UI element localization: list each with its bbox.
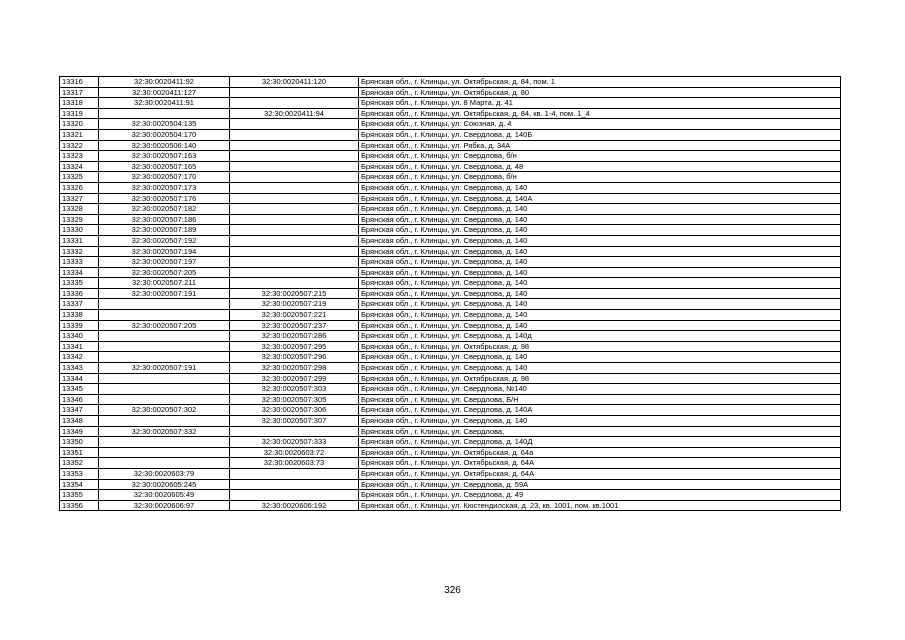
table-row <box>60 214 841 225</box>
table-row <box>60 119 841 130</box>
table-row <box>60 278 841 289</box>
table-row <box>60 352 841 363</box>
table-row <box>60 416 841 427</box>
cadastral-number-cell: 32:30:0020507:170 <box>99 172 230 183</box>
row-number-cell: 13336 <box>60 288 99 299</box>
cadastral-number-cell <box>99 458 230 469</box>
address-cell: Брянская обл., г. Клинцы, ул. Свердлова, д. 140 <box>359 214 841 225</box>
table-row <box>60 458 841 469</box>
related-cadastral-number-cell <box>230 257 359 268</box>
cadastral-number-cell: 32:30:0020507:189 <box>99 225 230 236</box>
address-cell: Брянская обл., г. Клинцы, ул. Свердлова, д. 140Б <box>359 129 841 140</box>
address-cell: Брянская обл., г. Клинцы, ул. Свердлова, д. 140 <box>359 416 841 427</box>
address-cell: Брянская обл., г. Клинцы, ул. Свердлова, д. 48 <box>359 161 841 172</box>
related-cadastral-number-cell: 32:30:0020603:73 <box>230 458 359 469</box>
related-cadastral-number-cell <box>230 426 359 437</box>
address-cell: Брянская обл., г. Клинцы, ул. Октябрьская, д. 84, пом. 1 <box>359 77 841 88</box>
cadastral-number-cell <box>99 108 230 119</box>
table-row <box>60 129 841 140</box>
row-number-cell: 13319 <box>60 108 99 119</box>
cadastral-number-cell: 32:30:0020504:135 <box>99 119 230 130</box>
address-cell: Брянская обл., г. Клинцы, ул. Свердлова, д. 140 <box>359 257 841 268</box>
row-number-cell: 13341 <box>60 341 99 352</box>
table-row <box>60 204 841 215</box>
row-number-cell: 13339 <box>60 320 99 331</box>
cadastral-number-cell: 32:30:0020606:97 <box>99 500 230 511</box>
cadastral-number-cell: 32:30:0020507:191 <box>99 288 230 299</box>
address-cell: Брянская обл., г. Клинцы, ул. Свердлова, д. 140 <box>359 225 841 236</box>
related-cadastral-number-cell: 32:30:0020507:296 <box>230 352 359 363</box>
row-number-cell: 13345 <box>60 384 99 395</box>
table-row <box>60 468 841 479</box>
row-number-cell: 13340 <box>60 331 99 342</box>
cadastral-number-cell: 32:30:0020603:79 <box>99 468 230 479</box>
table-row <box>60 426 841 437</box>
cadastral-number-cell: 32:30:0020507:302 <box>99 405 230 416</box>
row-number-cell: 13350 <box>60 437 99 448</box>
table-row <box>60 437 841 448</box>
related-cadastral-number-cell: 32:30:0020507:221 <box>230 310 359 321</box>
cadastral-number-cell: 32:30:0020506:140 <box>99 140 230 151</box>
cadastral-number-cell: 32:30:0020507:197 <box>99 257 230 268</box>
page-number: 326 <box>444 585 461 596</box>
related-cadastral-number-cell: 32:30:0020411:94 <box>230 108 359 119</box>
related-cadastral-number-cell <box>230 225 359 236</box>
cadastral-number-cell: 32:30:0020504:170 <box>99 129 230 140</box>
row-number-cell: 13332 <box>60 246 99 257</box>
table-row <box>60 87 841 98</box>
address-cell: Брянская обл., г. Клинцы, ул. Свердлова, д. 140 <box>359 352 841 363</box>
address-cell: Брянская обл., г. Клинцы, ул. Свердлова, д. 140 <box>359 235 841 246</box>
cadastral-number-cell: 32:30:0020605:49 <box>99 490 230 501</box>
table-row <box>60 108 841 119</box>
registry-table-body <box>60 77 841 511</box>
table-row <box>60 161 841 172</box>
address-cell: Брянская обл., г. Клинцы, ул. Кюстендилская, д. 23, кв. 1001, пом. кв.1001 <box>359 500 841 511</box>
table-row <box>60 341 841 352</box>
related-cadastral-number-cell <box>230 98 359 109</box>
related-cadastral-number-cell <box>230 468 359 479</box>
table-row <box>60 267 841 278</box>
cadastral-number-cell <box>99 394 230 405</box>
table-row <box>60 299 841 310</box>
table-row <box>60 98 841 109</box>
related-cadastral-number-cell <box>230 204 359 215</box>
table-row <box>60 320 841 331</box>
cadastral-number-cell: 32:30:0020411:92 <box>99 77 230 88</box>
address-cell: Брянская обл., г. Клинцы, ул. Свердлова, д. 140 <box>359 310 841 321</box>
table-row <box>60 405 841 416</box>
address-cell: Брянская обл., г. Клинцы, ул. Свердлова, д. 140 <box>359 288 841 299</box>
address-cell: Брянская обл., г. Клинцы, ул. Октябрьская, д. 64А <box>359 468 841 479</box>
related-cadastral-number-cell: 32:30:0020507:237 <box>230 320 359 331</box>
related-cadastral-number-cell: 32:30:0020507:306 <box>230 405 359 416</box>
table-row <box>60 500 841 511</box>
table-row <box>60 77 841 88</box>
row-number-cell: 13333 <box>60 257 99 268</box>
cadastral-number-cell: 32:30:0020507:211 <box>99 278 230 289</box>
row-number-cell: 13344 <box>60 373 99 384</box>
address-cell: Брянская обл., г. Клинцы, ул. Свердлова, д. 140 <box>359 204 841 215</box>
related-cadastral-number-cell <box>230 87 359 98</box>
address-cell: Брянская обл., г. Клинцы, ул. Свердлова, б/н <box>359 172 841 183</box>
cadastral-number-cell <box>99 437 230 448</box>
related-cadastral-number-cell: 32:30:0020507:333 <box>230 437 359 448</box>
related-cadastral-number-cell <box>230 267 359 278</box>
registry-table <box>59 76 841 511</box>
table-row <box>60 225 841 236</box>
row-number-cell: 13343 <box>60 363 99 374</box>
row-number-cell: 13354 <box>60 479 99 490</box>
address-cell: Брянская обл., г. Клинцы, ул. 8 Марта, д. 41 <box>359 98 841 109</box>
cadastral-number-cell: 32:30:0020507:163 <box>99 151 230 162</box>
address-cell: Брянская обл., г. Клинцы, ул. Свердлова, б/н <box>359 151 841 162</box>
related-cadastral-number-cell: 32:30:0020411:120 <box>230 77 359 88</box>
cadastral-number-cell <box>99 384 230 395</box>
table-row <box>60 151 841 162</box>
address-cell: Брянская обл., г. Клинцы, ул. Октябрьская, д. 84, кв. 1-4, пом. 1_4 <box>359 108 841 119</box>
address-cell: Брянская обл., г. Клинцы, ул. Свердлова, д. 140 <box>359 246 841 257</box>
related-cadastral-number-cell: 32:30:0020507:298 <box>230 363 359 374</box>
address-cell: Брянская обл., г. Клинцы, ул. Октябрьская, д. 98 <box>359 341 841 352</box>
row-number-cell: 13331 <box>60 235 99 246</box>
row-number-cell: 13353 <box>60 468 99 479</box>
related-cadastral-number-cell: 32:30:0020507:307 <box>230 416 359 427</box>
table-row <box>60 257 841 268</box>
table-row <box>60 235 841 246</box>
cadastral-number-cell <box>99 373 230 384</box>
related-cadastral-number-cell <box>230 214 359 225</box>
table-row <box>60 288 841 299</box>
cadastral-number-cell: 32:30:0020507:182 <box>99 204 230 215</box>
address-cell: Брянская обл., г. Клинцы, ул. Рябка, д. 34А <box>359 140 841 151</box>
related-cadastral-number-cell: 32:30:0020507:219 <box>230 299 359 310</box>
related-cadastral-number-cell: 32:30:0020507:303 <box>230 384 359 395</box>
row-number-cell: 13323 <box>60 151 99 162</box>
related-cadastral-number-cell <box>230 172 359 183</box>
related-cadastral-number-cell <box>230 161 359 172</box>
address-cell: Брянская обл., г. Клинцы, ул. Октябрьская, д. 98 <box>359 373 841 384</box>
cadastral-number-cell <box>99 310 230 321</box>
cadastral-number-cell: 32:30:0020411:91 <box>99 98 230 109</box>
address-cell: Брянская обл., г. Клинцы, ул. Свердлова, д. 140 <box>359 182 841 193</box>
related-cadastral-number-cell <box>230 246 359 257</box>
table-row <box>60 363 841 374</box>
row-number-cell: 13347 <box>60 405 99 416</box>
row-number-cell: 13318 <box>60 98 99 109</box>
address-cell: Брянская обл., г. Клинцы, ул. Октябрьская, д. 64а <box>359 447 841 458</box>
cadastral-number-cell: 32:30:0020507:176 <box>99 193 230 204</box>
related-cadastral-number-cell: 32:30:0020606:192 <box>230 500 359 511</box>
address-cell: Брянская обл., г. Клинцы, ул. Свердлова, д. 140 <box>359 320 841 331</box>
table-row <box>60 384 841 395</box>
table-row <box>60 447 841 458</box>
related-cadastral-number-cell: 32:30:0020507:305 <box>230 394 359 405</box>
address-cell: Брянская обл., г. Клинцы, ул. Свердлова, д. 140Д <box>359 437 841 448</box>
address-cell: Брянская обл., г. Клинцы, ул. Свердлова, д. 140д <box>359 331 841 342</box>
cadastral-number-cell: 32:30:0020507:194 <box>99 246 230 257</box>
row-number-cell: 13356 <box>60 500 99 511</box>
cadastral-number-cell <box>99 299 230 310</box>
table-row <box>60 394 841 405</box>
row-number-cell: 13324 <box>60 161 99 172</box>
table-row <box>60 172 841 183</box>
row-number-cell: 13317 <box>60 87 99 98</box>
document-page <box>59 76 840 511</box>
cadastral-number-cell: 32:30:0020507:165 <box>99 161 230 172</box>
row-number-cell: 13337 <box>60 299 99 310</box>
address-cell: Брянская обл., г. Клинцы, ул. Свердлова, №140 <box>359 384 841 395</box>
row-number-cell: 13320 <box>60 119 99 130</box>
cadastral-number-cell: 32:30:0020507:186 <box>99 214 230 225</box>
cadastral-number-cell: 32:30:0020507:205 <box>99 267 230 278</box>
address-cell: Брянская обл., г. Клинцы, ул. Свердлова, д. 140 <box>359 299 841 310</box>
address-cell: Брянская обл., г. Клинцы, ул. Октябрьская, д. 80 <box>359 87 841 98</box>
table-row <box>60 182 841 193</box>
address-cell: Брянская обл., г. Клинцы, ул. Свердлова, д. 59А <box>359 479 841 490</box>
cadastral-number-cell: 32:30:0020507:173 <box>99 182 230 193</box>
related-cadastral-number-cell <box>230 278 359 289</box>
row-number-cell: 13334 <box>60 267 99 278</box>
related-cadastral-number-cell: 32:30:0020603:72 <box>230 447 359 458</box>
related-cadastral-number-cell <box>230 182 359 193</box>
related-cadastral-number-cell <box>230 151 359 162</box>
table-row <box>60 490 841 501</box>
address-cell: Брянская обл., г. Клинцы, ул. Свердлова, д. 140 <box>359 363 841 374</box>
related-cadastral-number-cell: 32:30:0020507:295 <box>230 341 359 352</box>
address-cell: Брянская обл., г. Клинцы, ул. Союзная, д. 4 <box>359 119 841 130</box>
row-number-cell: 13321 <box>60 129 99 140</box>
cadastral-number-cell <box>99 341 230 352</box>
related-cadastral-number-cell <box>230 119 359 130</box>
related-cadastral-number-cell <box>230 140 359 151</box>
address-cell: Брянская обл., г. Клинцы, ул. Свердлова, д. 140А <box>359 405 841 416</box>
row-number-cell: 13322 <box>60 140 99 151</box>
row-number-cell: 13352 <box>60 458 99 469</box>
row-number-cell: 13355 <box>60 490 99 501</box>
cadastral-number-cell: 32:30:0020507:191 <box>99 363 230 374</box>
cadastral-number-cell <box>99 416 230 427</box>
address-cell: Брянская обл., г. Клинцы, ул. Свердлова, д. 140 <box>359 267 841 278</box>
address-cell: Брянская обл., г. Клинцы, ул. Октябрьская, д. 64А <box>359 458 841 469</box>
related-cadastral-number-cell <box>230 235 359 246</box>
row-number-cell: 13338 <box>60 310 99 321</box>
related-cadastral-number-cell <box>230 129 359 140</box>
row-number-cell: 13342 <box>60 352 99 363</box>
row-number-cell: 13316 <box>60 77 99 88</box>
row-number-cell: 13327 <box>60 193 99 204</box>
row-number-cell: 13330 <box>60 225 99 236</box>
row-number-cell: 13335 <box>60 278 99 289</box>
cadastral-number-cell <box>99 331 230 342</box>
address-cell: Брянская обл., г. Клинцы, ул. Свердлова, д. 49 <box>359 490 841 501</box>
table-row <box>60 331 841 342</box>
cadastral-number-cell: 32:30:0020605:245 <box>99 479 230 490</box>
related-cadastral-number-cell: 32:30:0020507:299 <box>230 373 359 384</box>
cadastral-number-cell <box>99 447 230 458</box>
table-row <box>60 140 841 151</box>
row-number-cell: 13325 <box>60 172 99 183</box>
cadastral-number-cell: 32:30:0020411:127 <box>99 87 230 98</box>
row-number-cell: 13326 <box>60 182 99 193</box>
cadastral-number-cell: 32:30:0020507:192 <box>99 235 230 246</box>
table-row <box>60 193 841 204</box>
address-cell: Брянская обл., г. Клинцы, ул. Свердлова, д. 140 <box>359 278 841 289</box>
table-row <box>60 310 841 321</box>
row-number-cell: 13346 <box>60 394 99 405</box>
address-cell: Брянская обл., г. Клинцы, ул. Свердлова, д. 140А <box>359 193 841 204</box>
cadastral-number-cell: 32:30:0020507:205 <box>99 320 230 331</box>
row-number-cell: 13349 <box>60 426 99 437</box>
related-cadastral-number-cell <box>230 490 359 501</box>
row-number-cell: 13328 <box>60 204 99 215</box>
table-row <box>60 479 841 490</box>
address-cell: Брянская обл., г. Клинцы, ул. Свердлова, Б/Н <box>359 394 841 405</box>
related-cadastral-number-cell <box>230 479 359 490</box>
table-row <box>60 373 841 384</box>
cadastral-number-cell: 32:30:0020507:332 <box>99 426 230 437</box>
related-cadastral-number-cell: 32:30:0020507:215 <box>230 288 359 299</box>
table-row <box>60 246 841 257</box>
row-number-cell: 13351 <box>60 447 99 458</box>
row-number-cell: 13348 <box>60 416 99 427</box>
cadastral-number-cell <box>99 352 230 363</box>
address-cell: Брянская обл., г. Клинцы, ул. Свердлова, <box>359 426 841 437</box>
row-number-cell: 13329 <box>60 214 99 225</box>
related-cadastral-number-cell: 32:30:0020507:286 <box>230 331 359 342</box>
related-cadastral-number-cell <box>230 193 359 204</box>
